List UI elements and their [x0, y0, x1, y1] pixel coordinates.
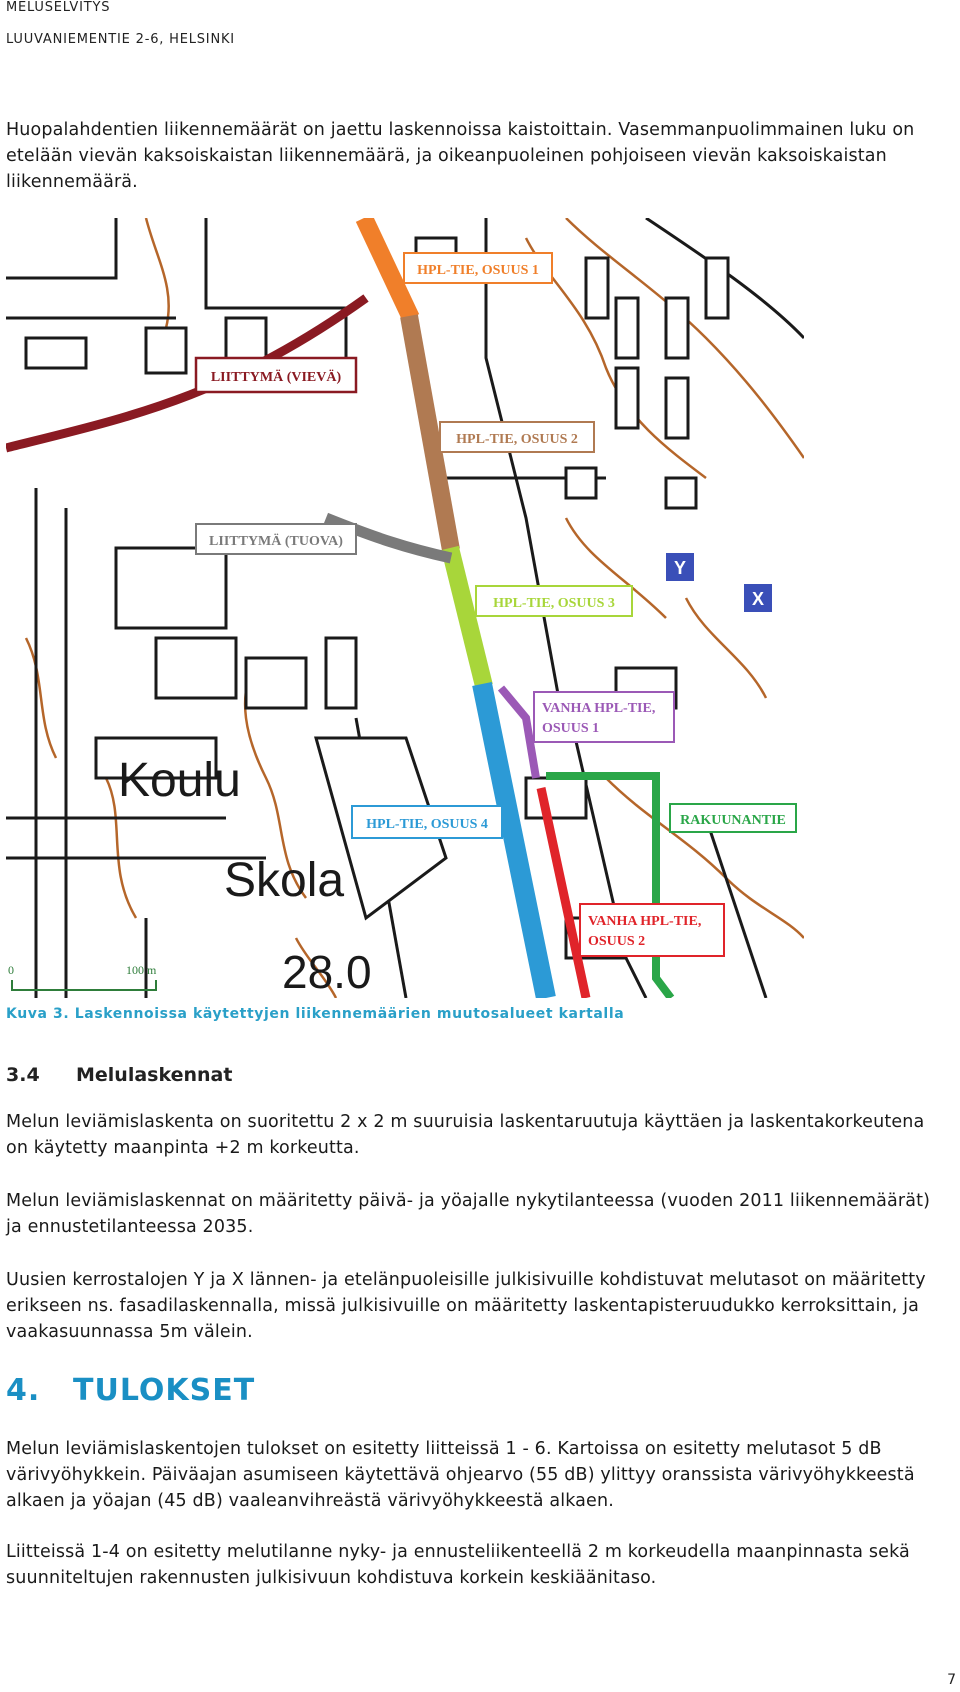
paragraph-3-4-1: Melun leviämislaskenta on suoritettu 2 x 2 m suuruisia laskentaruutuja käyttäen ja laskentakorkeutena on käytetty maanpinta +2 m korkeutta.: [6, 1112, 925, 1158]
page-number: 7: [947, 1672, 956, 1688]
svg-text:VANHA HPL-TIE,: VANHA HPL-TIE,: [542, 701, 656, 716]
document-subtitle: LUUVANIEMENTIE 2-6, HELSINKI: [6, 32, 235, 47]
map-place-koulu: Koulu: [118, 754, 241, 807]
svg-text:100 m: 100 m: [126, 963, 157, 977]
svg-text:HPL-TIE, OSUUS 4: HPL-TIE, OSUUS 4: [366, 817, 488, 832]
label-vanha2: [580, 904, 724, 956]
intro-paragraph: Huopalahdentien liikennemäärät on jaettu laskennoissa kaistoittain. Vasemmanpuolimmainen luku on etelään vievän kaksoiskaistan liikennemäärä, ja oikeanpuoleinen pohjoiseen vievän kaksoiskaistan liikennemäärä.: [6, 120, 915, 192]
svg-text:HPL-TIE, OSUUS 1: HPL-TIE, OSUUS 1: [417, 263, 539, 278]
svg-text:HPL-TIE, OSUUS 2: HPL-TIE, OSUUS 2: [456, 432, 578, 447]
marker-y: [666, 553, 694, 581]
svg-text:OSUUS 2: OSUUS 2: [588, 934, 646, 949]
section-title: Melulaskennat: [76, 1064, 233, 1086]
paragraph-4-2: Liitteissä 1-4 on esitetty melutilanne nyky- ja ennusteliikenteellä 2 m korkeudella maanpinnasta sekä suunniteltujen rakennusten julkisivuun kohdistuva korkein keskiäänitaso.: [6, 1542, 910, 1588]
label-liittyma-tuova: [196, 524, 356, 554]
label-vanha1: [534, 692, 674, 742]
svg-text:RAKUUNANTIE: RAKUUNANTIE: [680, 813, 786, 828]
label-hpl1: [404, 253, 552, 283]
label-hpl4: [352, 806, 502, 838]
svg-text:HPL-TIE, OSUUS 3: HPL-TIE, OSUUS 3: [493, 596, 615, 611]
svg-text:LIITTYMÄ (TUOVA): LIITTYMÄ (TUOVA): [209, 534, 343, 549]
section-number: 4.: [6, 1373, 41, 1408]
paragraph-3-4-2: Melun leviämislaskennat on määritetty päivä- ja yöajalle nykytilanteessa (vuoden 2011 liikennemäärät) ja ennustetilanteessa 2035.: [6, 1191, 931, 1237]
label-rakuunantie: [670, 804, 796, 832]
svg-text:VANHA HPL-TIE,: VANHA HPL-TIE,: [588, 914, 702, 929]
paragraph-4-1: Melun leviämislaskentojen tulokset on esitetty liitteissä 1 - 6. Kartoissa on esitetty melutasot 5 dB värivyöhykkein. Päiväajan asumiseen käytettävä ohjearvo (55 dB) ylittyy oranssista värivyöhykkeestä alkaen ja yöajan (45 dB) vaaleanvihreästä värivyöhykkeestä alkaen.: [6, 1439, 915, 1511]
document-title: MELUSELVITYS: [6, 0, 111, 15]
marker-x: [744, 584, 772, 612]
section-number: 3.4: [6, 1064, 40, 1086]
map-elevation-number: 28.0: [282, 946, 372, 998]
svg-text:X: X: [751, 589, 765, 609]
svg-text:LIITTYMÄ (VIEVÄ): LIITTYMÄ (VIEVÄ): [210, 370, 342, 385]
svg-text:OSUUS 1: OSUUS 1: [542, 721, 600, 736]
map-place-skola: Skola: [224, 854, 345, 907]
svg-text:0: 0: [8, 963, 14, 977]
section-3-4-heading: [6, 1064, 232, 1086]
svg-text:Y: Y: [673, 558, 687, 578]
section-4-heading: [6, 1373, 255, 1408]
traffic-section-map: [6, 218, 804, 998]
section-title: TULOKSET: [73, 1373, 256, 1408]
label-liittyma-vieva: [196, 358, 356, 392]
paragraph-3-4-3: Uusien kerrostalojen Y ja X lännen- ja etelänpuoleisille julkisivuille kohdistuvat melutasot on määritetty erikseen ns. fasadilaskennalla, missä julkisivuille on määritetty laskentapisteruudukko kerroksittain, ja vaakasuunnassa 5m välein.: [6, 1270, 926, 1342]
label-hpl3: [476, 586, 632, 616]
label-hpl2: [440, 422, 594, 452]
figure-caption: Kuva 3. Laskennoissa käytettyjen liikennemäärien muutosalueet kartalla: [6, 1006, 625, 1022]
